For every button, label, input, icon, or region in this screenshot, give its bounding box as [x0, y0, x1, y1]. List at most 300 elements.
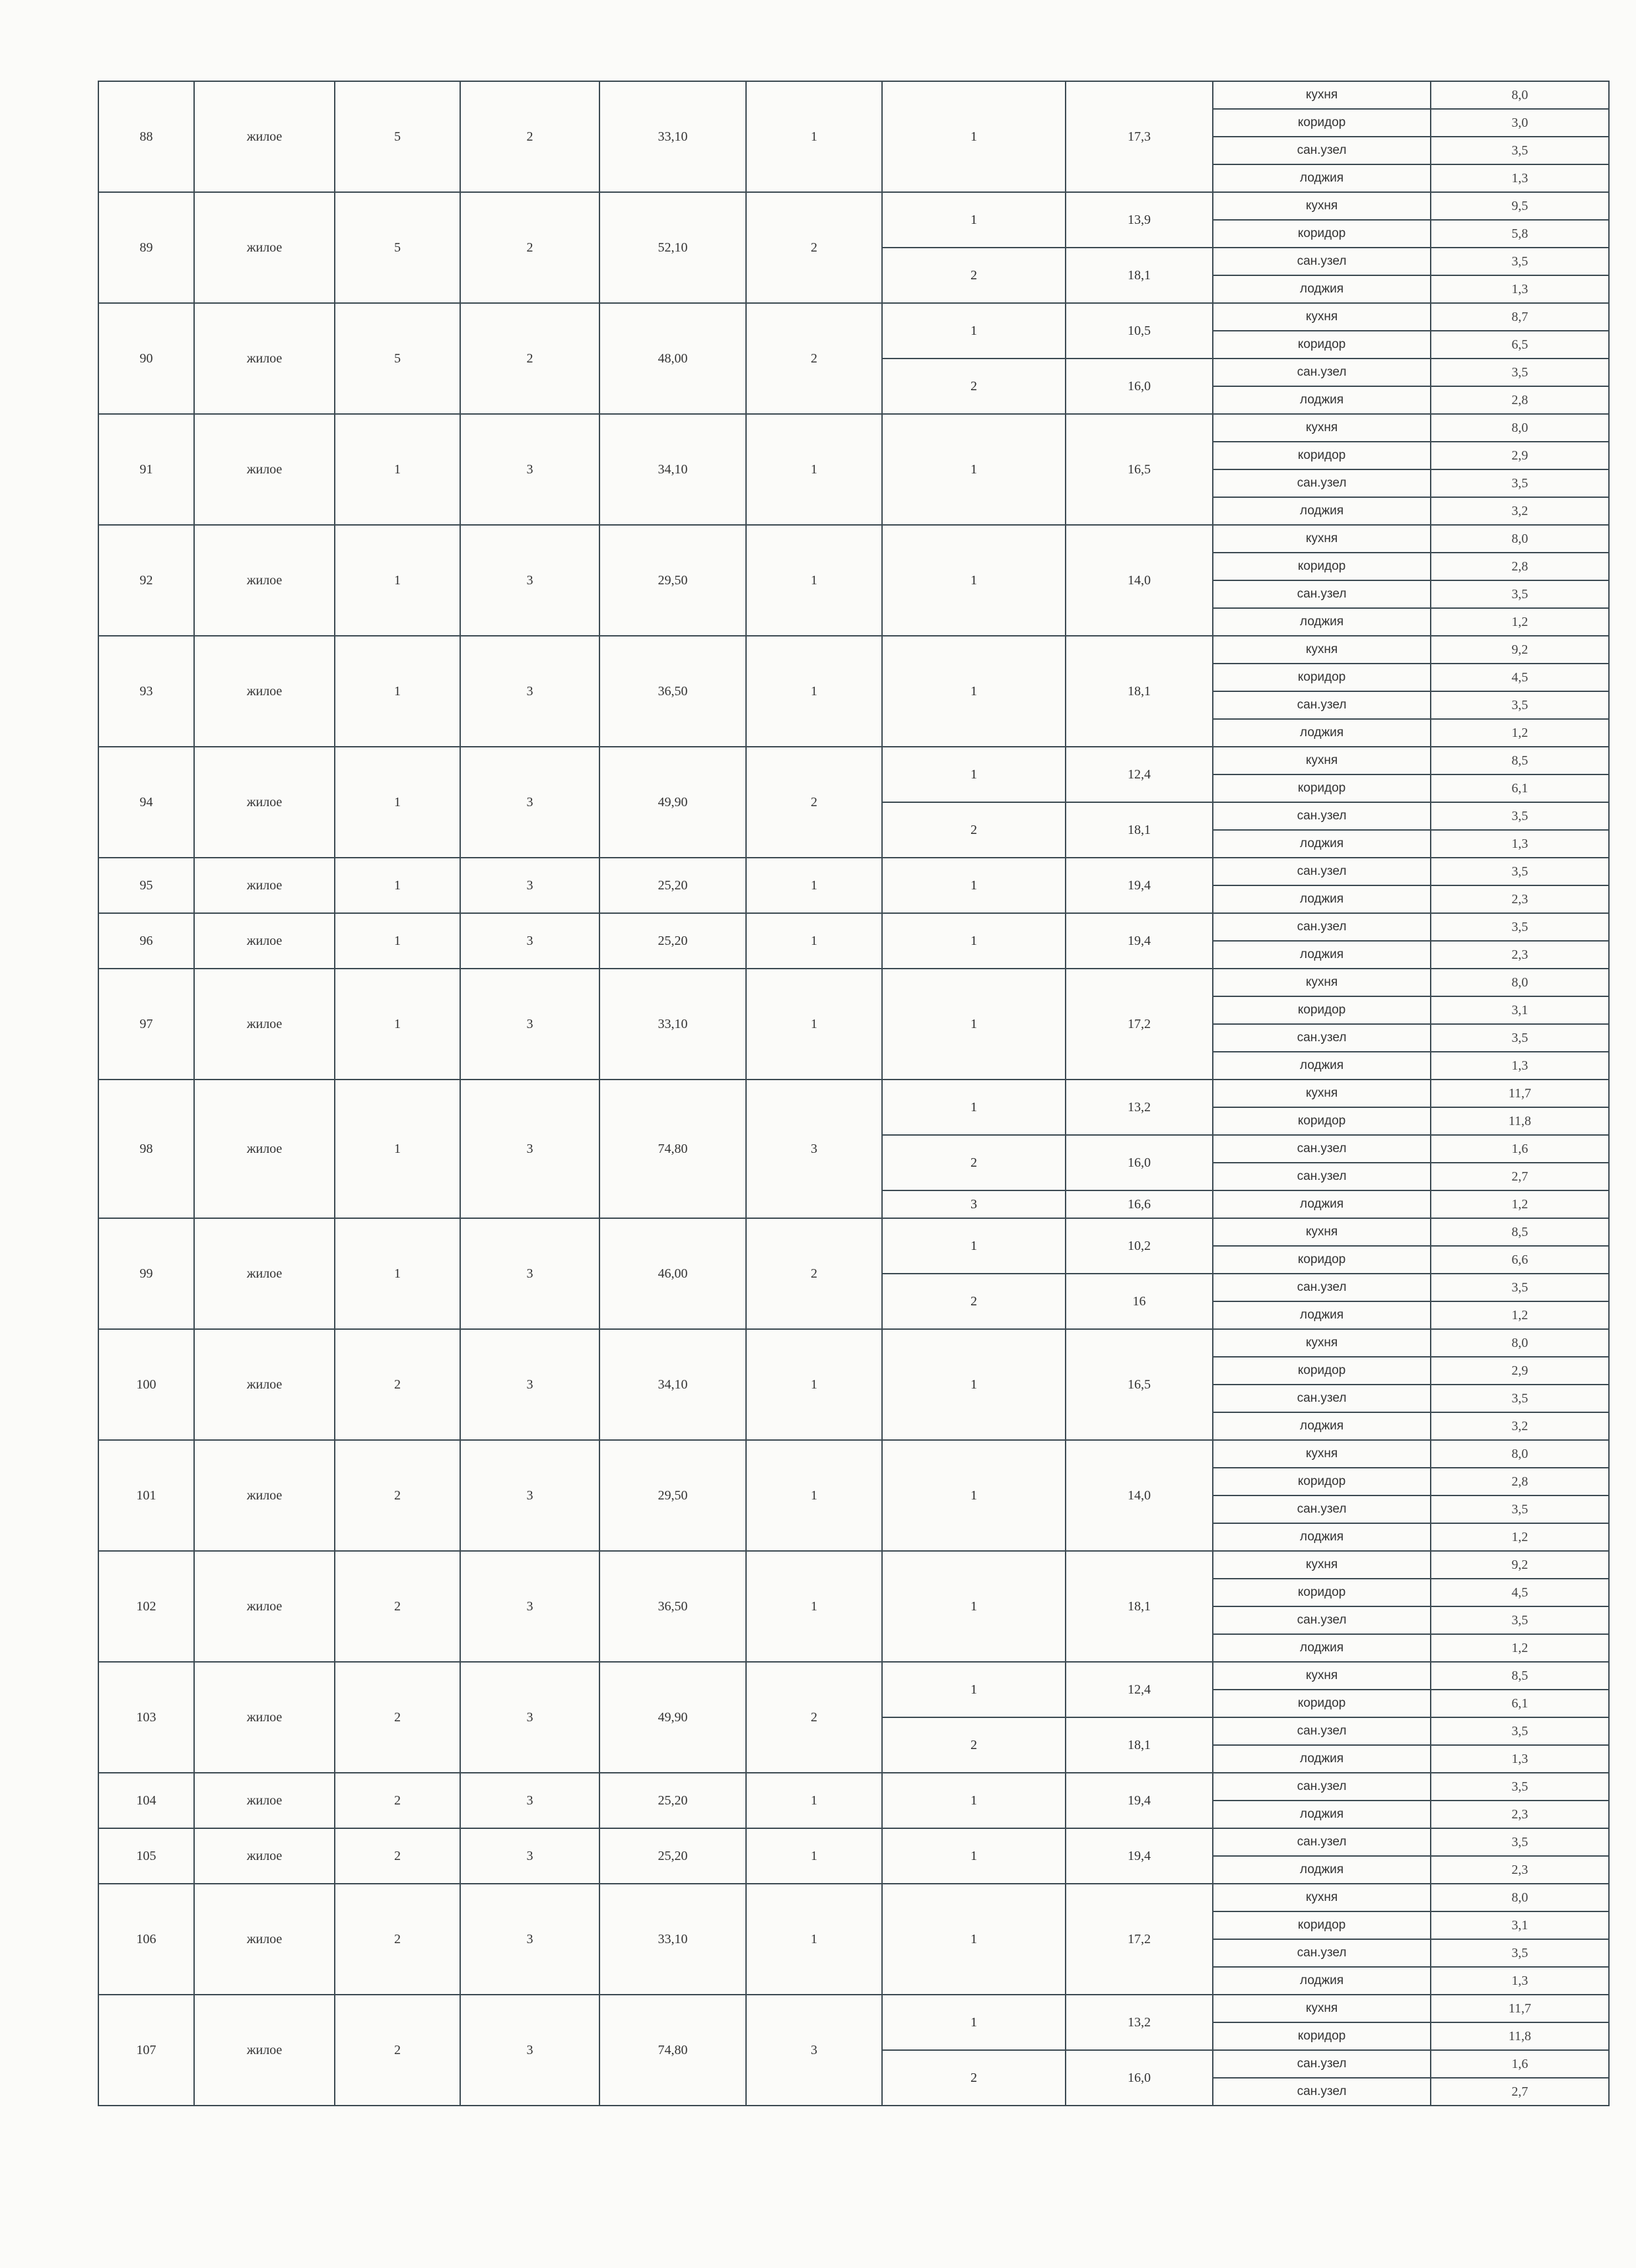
apartment-number-cell: 90	[98, 303, 194, 414]
aux-room-name-cell: сан.узел	[1213, 1717, 1431, 1745]
room-number-cell: 1	[882, 636, 1066, 747]
room-number-cell: 2	[882, 1274, 1066, 1329]
total-area-cell: 33,10	[599, 969, 746, 1080]
table-row	[98, 1662, 1609, 1690]
aux-room-name-cell: сан.узел	[1213, 691, 1431, 719]
table-row	[98, 1440, 1609, 1468]
entrance-cell: 1	[335, 636, 460, 747]
aux-room-area-cell: 3,0	[1431, 109, 1609, 137]
entrance-cell: 1	[335, 1218, 460, 1329]
total-area-cell: 74,80	[599, 1080, 746, 1218]
aux-room-area-cell: 3,5	[1431, 1717, 1609, 1745]
aux-room-name-cell: кухня	[1213, 1551, 1431, 1579]
entrance-cell: 2	[335, 1773, 460, 1828]
room-living-area-cell: 17,2	[1066, 1884, 1213, 1995]
aux-room-area-cell: 8,0	[1431, 1329, 1609, 1357]
entrance-cell: 1	[335, 969, 460, 1080]
apartment-type-cell: жилое	[194, 1218, 335, 1329]
rooms-count-cell: 1	[746, 1773, 882, 1828]
entrance-cell: 1	[335, 525, 460, 636]
aux-room-name-cell: сан.узел	[1213, 858, 1431, 885]
aux-room-name-cell: лоджия	[1213, 497, 1431, 525]
entrance-cell: 1	[335, 414, 460, 525]
table-row	[98, 969, 1609, 996]
apartment-number-cell: 98	[98, 1080, 194, 1218]
apartment-type-cell: жилое	[194, 525, 335, 636]
aux-room-name-cell: сан.узел	[1213, 137, 1431, 164]
aux-room-area-cell: 1,3	[1431, 1745, 1609, 1773]
aux-room-name-cell: сан.узел	[1213, 359, 1431, 386]
floor-cell: 3	[460, 1662, 599, 1773]
table-row	[98, 192, 1609, 220]
aux-room-name-cell: сан.узел	[1213, 248, 1431, 275]
rooms-count-cell: 1	[746, 858, 882, 913]
apartment-number-cell: 107	[98, 1995, 194, 2106]
aux-room-area-cell: 3,5	[1431, 1385, 1609, 1412]
room-living-area-cell: 12,4	[1066, 1662, 1213, 1717]
aux-room-name-cell: коридор	[1213, 1690, 1431, 1717]
room-number-cell: 1	[882, 1080, 1066, 1135]
aux-room-name-cell: лоджия	[1213, 719, 1431, 747]
aux-room-name-cell: кухня	[1213, 1884, 1431, 1911]
room-living-area-cell: 17,2	[1066, 969, 1213, 1080]
apartment-type-cell: жилое	[194, 913, 335, 969]
total-area-cell: 36,50	[599, 1551, 746, 1662]
floor-cell: 3	[460, 525, 599, 636]
total-area-cell: 25,20	[599, 913, 746, 969]
aux-room-area-cell: 2,8	[1431, 1468, 1609, 1495]
table-row	[98, 1218, 1609, 1246]
rooms-count-cell: 2	[746, 1218, 882, 1329]
apartment-number-cell: 103	[98, 1662, 194, 1773]
room-number-cell: 2	[882, 1135, 1066, 1190]
aux-room-area-cell: 3,5	[1431, 858, 1609, 885]
table-row	[98, 1884, 1609, 1911]
table-row	[98, 1329, 1609, 1357]
aux-room-area-cell: 8,7	[1431, 303, 1609, 331]
aux-room-name-cell: лоджия	[1213, 164, 1431, 192]
aux-room-name-cell: сан.узел	[1213, 469, 1431, 497]
apartment-number-cell: 88	[98, 81, 194, 192]
aux-room-area-cell: 2,8	[1431, 553, 1609, 580]
aux-room-area-cell: 8,5	[1431, 1218, 1609, 1246]
room-number-cell: 1	[882, 1773, 1066, 1828]
aux-room-area-cell: 9,5	[1431, 192, 1609, 220]
room-living-area-cell: 16,0	[1066, 2050, 1213, 2106]
aux-room-area-cell: 1,2	[1431, 1190, 1609, 1218]
aux-room-name-cell: сан.узел	[1213, 1495, 1431, 1523]
aux-room-name-cell: лоджия	[1213, 1523, 1431, 1551]
room-number-cell: 1	[882, 81, 1066, 192]
rooms-count-cell: 1	[746, 913, 882, 969]
aux-room-name-cell: кухня	[1213, 81, 1431, 109]
table-row	[98, 636, 1609, 664]
aux-room-name-cell: сан.узел	[1213, 1274, 1431, 1301]
total-area-cell: 49,90	[599, 747, 746, 858]
apartment-type-cell: жилое	[194, 858, 335, 913]
aux-room-area-cell: 1,6	[1431, 1135, 1609, 1163]
aux-room-name-cell: лоджия	[1213, 1856, 1431, 1884]
room-number-cell: 2	[882, 248, 1066, 303]
room-number-cell: 1	[882, 414, 1066, 525]
entrance-cell: 2	[335, 1440, 460, 1551]
aux-room-name-cell: лоджия	[1213, 941, 1431, 969]
entrance-cell: 2	[335, 1884, 460, 1995]
aux-room-name-cell: сан.узел	[1213, 1163, 1431, 1190]
aux-room-area-cell: 3,5	[1431, 137, 1609, 164]
room-living-area-cell: 16,0	[1066, 359, 1213, 414]
aux-room-area-cell: 3,5	[1431, 1828, 1609, 1856]
room-living-area-cell: 19,4	[1066, 913, 1213, 969]
aux-room-name-cell: сан.узел	[1213, 1773, 1431, 1801]
floor-cell: 3	[460, 1995, 599, 2106]
apartment-type-cell: жилое	[194, 636, 335, 747]
room-living-area-cell: 16,0	[1066, 1135, 1213, 1190]
total-area-cell: 46,00	[599, 1218, 746, 1329]
rooms-count-cell: 2	[746, 747, 882, 858]
apartment-type-cell: жилое	[194, 1662, 335, 1773]
rooms-count-cell: 1	[746, 1551, 882, 1662]
aux-room-area-cell: 2,7	[1431, 1163, 1609, 1190]
room-living-area-cell: 13,2	[1066, 1080, 1213, 1135]
apartment-type-cell: жилое	[194, 1080, 335, 1218]
room-living-area-cell: 19,4	[1066, 1773, 1213, 1828]
aux-room-area-cell: 3,5	[1431, 1939, 1609, 1967]
aux-room-name-cell: коридор	[1213, 109, 1431, 137]
rooms-count-cell: 1	[746, 1329, 882, 1440]
room-number-cell: 3	[882, 1190, 1066, 1218]
aux-room-name-cell: коридор	[1213, 1107, 1431, 1135]
apartment-number-cell: 89	[98, 192, 194, 303]
room-number-cell: 1	[882, 747, 1066, 802]
aux-room-area-cell: 8,5	[1431, 1662, 1609, 1690]
aux-room-name-cell: лоджия	[1213, 1301, 1431, 1329]
floor-cell: 2	[460, 192, 599, 303]
table-row	[98, 525, 1609, 553]
aux-room-name-cell: коридор	[1213, 1579, 1431, 1606]
apartment-number-cell: 99	[98, 1218, 194, 1329]
table-row	[98, 81, 1609, 109]
entrance-cell: 2	[335, 1662, 460, 1773]
aux-room-area-cell: 3,5	[1431, 802, 1609, 830]
aux-room-area-cell: 1,3	[1431, 1967, 1609, 1995]
aux-room-name-cell: коридор	[1213, 774, 1431, 802]
aux-room-name-cell: сан.узел	[1213, 802, 1431, 830]
apartment-number-cell: 96	[98, 913, 194, 969]
aux-room-name-cell: кухня	[1213, 303, 1431, 331]
total-area-cell: 34,10	[599, 1329, 746, 1440]
floor-cell: 3	[460, 414, 599, 525]
aux-room-area-cell: 9,2	[1431, 636, 1609, 664]
aux-room-name-cell: сан.узел	[1213, 1828, 1431, 1856]
aux-room-area-cell: 8,0	[1431, 81, 1609, 109]
apartment-type-cell: жилое	[194, 303, 335, 414]
aux-room-area-cell: 1,3	[1431, 164, 1609, 192]
aux-room-area-cell: 2,3	[1431, 941, 1609, 969]
aux-room-name-cell: кухня	[1213, 747, 1431, 774]
floor-cell: 3	[460, 1828, 599, 1884]
room-living-area-cell: 13,9	[1066, 192, 1213, 248]
apartment-type-cell: жилое	[194, 1773, 335, 1828]
aux-room-area-cell: 3,1	[1431, 1911, 1609, 1939]
room-living-area-cell: 16,5	[1066, 1329, 1213, 1440]
floor-cell: 3	[460, 1218, 599, 1329]
room-number-cell: 2	[882, 2050, 1066, 2106]
aux-room-area-cell: 2,3	[1431, 1856, 1609, 1884]
table-row	[98, 1828, 1609, 1856]
aux-room-name-cell: сан.узел	[1213, 580, 1431, 608]
room-number-cell: 1	[882, 1551, 1066, 1662]
total-area-cell: 29,50	[599, 525, 746, 636]
apartment-type-cell: жилое	[194, 81, 335, 192]
room-number-cell: 1	[882, 192, 1066, 248]
aux-room-name-cell: лоджия	[1213, 1801, 1431, 1828]
aux-room-name-cell: коридор	[1213, 1357, 1431, 1385]
room-living-area-cell: 16	[1066, 1274, 1213, 1329]
aux-room-name-cell: сан.узел	[1213, 1939, 1431, 1967]
rooms-count-cell: 1	[746, 414, 882, 525]
room-living-area-cell: 17,3	[1066, 81, 1213, 192]
aux-room-area-cell: 8,5	[1431, 747, 1609, 774]
entrance-cell: 1	[335, 913, 460, 969]
entrance-cell: 5	[335, 192, 460, 303]
floor-cell: 3	[460, 1440, 599, 1551]
room-living-area-cell: 10,5	[1066, 303, 1213, 359]
room-living-area-cell: 18,1	[1066, 802, 1213, 858]
total-area-cell: 29,50	[599, 1440, 746, 1551]
room-number-cell: 1	[882, 969, 1066, 1080]
apartment-number-cell: 101	[98, 1440, 194, 1551]
aux-room-name-cell: сан.узел	[1213, 2050, 1431, 2078]
aux-room-name-cell: лоджия	[1213, 1052, 1431, 1080]
aux-room-area-cell: 1,2	[1431, 1634, 1609, 1662]
table-row	[98, 913, 1609, 941]
total-area-cell: 52,10	[599, 192, 746, 303]
aux-room-area-cell: 3,2	[1431, 1412, 1609, 1440]
entrance-cell: 5	[335, 81, 460, 192]
aux-room-name-cell: лоджия	[1213, 830, 1431, 858]
rooms-count-cell: 1	[746, 1440, 882, 1551]
room-living-area-cell: 16,6	[1066, 1190, 1213, 1218]
entrance-cell: 2	[335, 1329, 460, 1440]
aux-room-area-cell: 1,3	[1431, 1052, 1609, 1080]
table-row	[98, 858, 1609, 885]
aux-room-area-cell: 8,0	[1431, 1440, 1609, 1468]
aux-room-area-cell: 3,1	[1431, 996, 1609, 1024]
rooms-count-cell: 2	[746, 303, 882, 414]
aux-room-name-cell: лоджия	[1213, 1967, 1431, 1995]
total-area-cell: 49,90	[599, 1662, 746, 1773]
room-living-area-cell: 19,4	[1066, 858, 1213, 913]
room-number-cell: 2	[882, 1717, 1066, 1773]
apartment-type-cell: жилое	[194, 1884, 335, 1995]
room-number-cell: 1	[882, 1662, 1066, 1717]
floor-cell: 3	[460, 1551, 599, 1662]
aux-room-name-cell: коридор	[1213, 1468, 1431, 1495]
rooms-count-cell: 1	[746, 525, 882, 636]
entrance-cell: 2	[335, 1551, 460, 1662]
aux-room-area-cell: 3,5	[1431, 913, 1609, 941]
aux-room-name-cell: коридор	[1213, 220, 1431, 248]
aux-room-area-cell: 1,3	[1431, 275, 1609, 303]
apartment-number-cell: 93	[98, 636, 194, 747]
table-row	[98, 1773, 1609, 1801]
entrance-cell: 1	[335, 747, 460, 858]
aux-room-area-cell: 8,0	[1431, 969, 1609, 996]
room-living-area-cell: 18,1	[1066, 1551, 1213, 1662]
floor-cell: 3	[460, 747, 599, 858]
apartment-number-cell: 92	[98, 525, 194, 636]
rooms-count-cell: 2	[746, 192, 882, 303]
table-row	[98, 414, 1609, 442]
aux-room-name-cell: коридор	[1213, 331, 1431, 359]
aux-room-area-cell: 2,7	[1431, 2078, 1609, 2106]
aux-room-name-cell: лоджия	[1213, 1412, 1431, 1440]
apartment-number-cell: 91	[98, 414, 194, 525]
apartment-type-cell: жилое	[194, 1995, 335, 2106]
entrance-cell: 5	[335, 303, 460, 414]
room-living-area-cell: 14,0	[1066, 525, 1213, 636]
aux-room-name-cell: кухня	[1213, 1662, 1431, 1690]
rooms-count-cell: 1	[746, 1884, 882, 1995]
aux-room-area-cell: 3,5	[1431, 1495, 1609, 1523]
aux-room-area-cell: 2,3	[1431, 1801, 1609, 1828]
aux-room-name-cell: кухня	[1213, 1329, 1431, 1357]
aux-room-area-cell: 9,2	[1431, 1551, 1609, 1579]
aux-room-area-cell: 3,5	[1431, 1024, 1609, 1052]
aux-room-name-cell: лоджия	[1213, 275, 1431, 303]
total-area-cell: 33,10	[599, 81, 746, 192]
aux-room-name-cell: коридор	[1213, 996, 1431, 1024]
floor-cell: 3	[460, 858, 599, 913]
floor-cell: 2	[460, 303, 599, 414]
aux-room-area-cell: 3,5	[1431, 580, 1609, 608]
total-area-cell: 25,20	[599, 1773, 746, 1828]
room-living-area-cell: 19,4	[1066, 1828, 1213, 1884]
apartment-type-cell: жилое	[194, 969, 335, 1080]
floor-cell: 3	[460, 1773, 599, 1828]
table-row	[98, 1551, 1609, 1579]
room-living-area-cell: 18,1	[1066, 1717, 1213, 1773]
floor-cell: 3	[460, 1884, 599, 1995]
apartment-type-cell: жилое	[194, 747, 335, 858]
aux-room-name-cell: коридор	[1213, 442, 1431, 469]
aux-room-area-cell: 2,9	[1431, 1357, 1609, 1385]
rooms-count-cell: 3	[746, 1995, 882, 2106]
aux-room-name-cell: кухня	[1213, 1218, 1431, 1246]
entrance-cell: 1	[335, 1080, 460, 1218]
apartment-type-cell: жилое	[194, 1551, 335, 1662]
room-number-cell: 1	[882, 525, 1066, 636]
aux-room-area-cell: 11,7	[1431, 1995, 1609, 2022]
aux-room-name-cell: лоджия	[1213, 1634, 1431, 1662]
rooms-count-cell: 1	[746, 636, 882, 747]
aux-room-area-cell: 3,5	[1431, 1274, 1609, 1301]
aux-room-name-cell: сан.узел	[1213, 1135, 1431, 1163]
table-row	[98, 303, 1609, 331]
total-area-cell: 48,00	[599, 303, 746, 414]
aux-room-name-cell: кухня	[1213, 525, 1431, 553]
floor-cell: 3	[460, 1080, 599, 1218]
aux-room-name-cell: кухня	[1213, 636, 1431, 664]
aux-room-name-cell: кухня	[1213, 192, 1431, 220]
room-living-area-cell: 18,1	[1066, 636, 1213, 747]
document-sheet	[98, 81, 1608, 2106]
aux-room-area-cell: 4,5	[1431, 1579, 1609, 1606]
room-living-area-cell: 10,2	[1066, 1218, 1213, 1274]
aux-room-area-cell: 11,7	[1431, 1080, 1609, 1107]
rooms-count-cell: 1	[746, 81, 882, 192]
room-number-cell: 1	[882, 1884, 1066, 1995]
apartment-type-cell: жилое	[194, 414, 335, 525]
aux-room-name-cell: коридор	[1213, 553, 1431, 580]
aux-room-area-cell: 8,0	[1431, 414, 1609, 442]
entrance-cell: 1	[335, 858, 460, 913]
aux-room-name-cell: кухня	[1213, 969, 1431, 996]
aux-room-area-cell: 1,2	[1431, 1523, 1609, 1551]
aux-room-area-cell: 3,2	[1431, 497, 1609, 525]
room-number-cell: 1	[882, 1218, 1066, 1274]
room-number-cell: 1	[882, 1995, 1066, 2050]
aux-room-area-cell: 6,5	[1431, 331, 1609, 359]
apartment-type-cell: жилое	[194, 1329, 335, 1440]
room-living-area-cell: 12,4	[1066, 747, 1213, 802]
apartments-table	[98, 81, 1610, 2106]
aux-room-name-cell: коридор	[1213, 1911, 1431, 1939]
total-area-cell: 25,20	[599, 858, 746, 913]
apartment-type-cell: жилое	[194, 1828, 335, 1884]
aux-room-name-cell: коридор	[1213, 2022, 1431, 2050]
aux-room-name-cell: кухня	[1213, 1995, 1431, 2022]
total-area-cell: 25,20	[599, 1828, 746, 1884]
apartment-number-cell: 95	[98, 858, 194, 913]
entrance-cell: 2	[335, 1995, 460, 2106]
aux-room-name-cell: сан.узел	[1213, 1024, 1431, 1052]
entrance-cell: 2	[335, 1828, 460, 1884]
total-area-cell: 74,80	[599, 1995, 746, 2106]
room-number-cell: 1	[882, 1329, 1066, 1440]
total-area-cell: 34,10	[599, 414, 746, 525]
apartment-number-cell: 94	[98, 747, 194, 858]
total-area-cell: 36,50	[599, 636, 746, 747]
rooms-count-cell: 1	[746, 1828, 882, 1884]
apartment-number-cell: 106	[98, 1884, 194, 1995]
table-row	[98, 1080, 1609, 1107]
room-number-cell: 1	[882, 1828, 1066, 1884]
room-number-cell: 2	[882, 802, 1066, 858]
floor-cell: 2	[460, 81, 599, 192]
aux-room-area-cell: 3,5	[1431, 248, 1609, 275]
aux-room-area-cell: 3,5	[1431, 1606, 1609, 1634]
room-number-cell: 1	[882, 303, 1066, 359]
apartment-type-cell: жилое	[194, 192, 335, 303]
aux-room-area-cell: 4,5	[1431, 664, 1609, 691]
aux-room-name-cell: коридор	[1213, 664, 1431, 691]
aux-room-name-cell: лоджия	[1213, 885, 1431, 913]
room-number-cell: 1	[882, 858, 1066, 913]
aux-room-area-cell: 1,2	[1431, 608, 1609, 636]
aux-room-name-cell: лоджия	[1213, 1190, 1431, 1218]
apartment-number-cell: 105	[98, 1828, 194, 1884]
aux-room-name-cell: лоджия	[1213, 608, 1431, 636]
aux-room-area-cell: 8,0	[1431, 1884, 1609, 1911]
rooms-count-cell: 1	[746, 969, 882, 1080]
room-number-cell: 2	[882, 359, 1066, 414]
aux-room-area-cell: 3,5	[1431, 691, 1609, 719]
room-living-area-cell: 16,5	[1066, 414, 1213, 525]
aux-room-name-cell: сан.узел	[1213, 1606, 1431, 1634]
aux-room-name-cell: кухня	[1213, 1440, 1431, 1468]
